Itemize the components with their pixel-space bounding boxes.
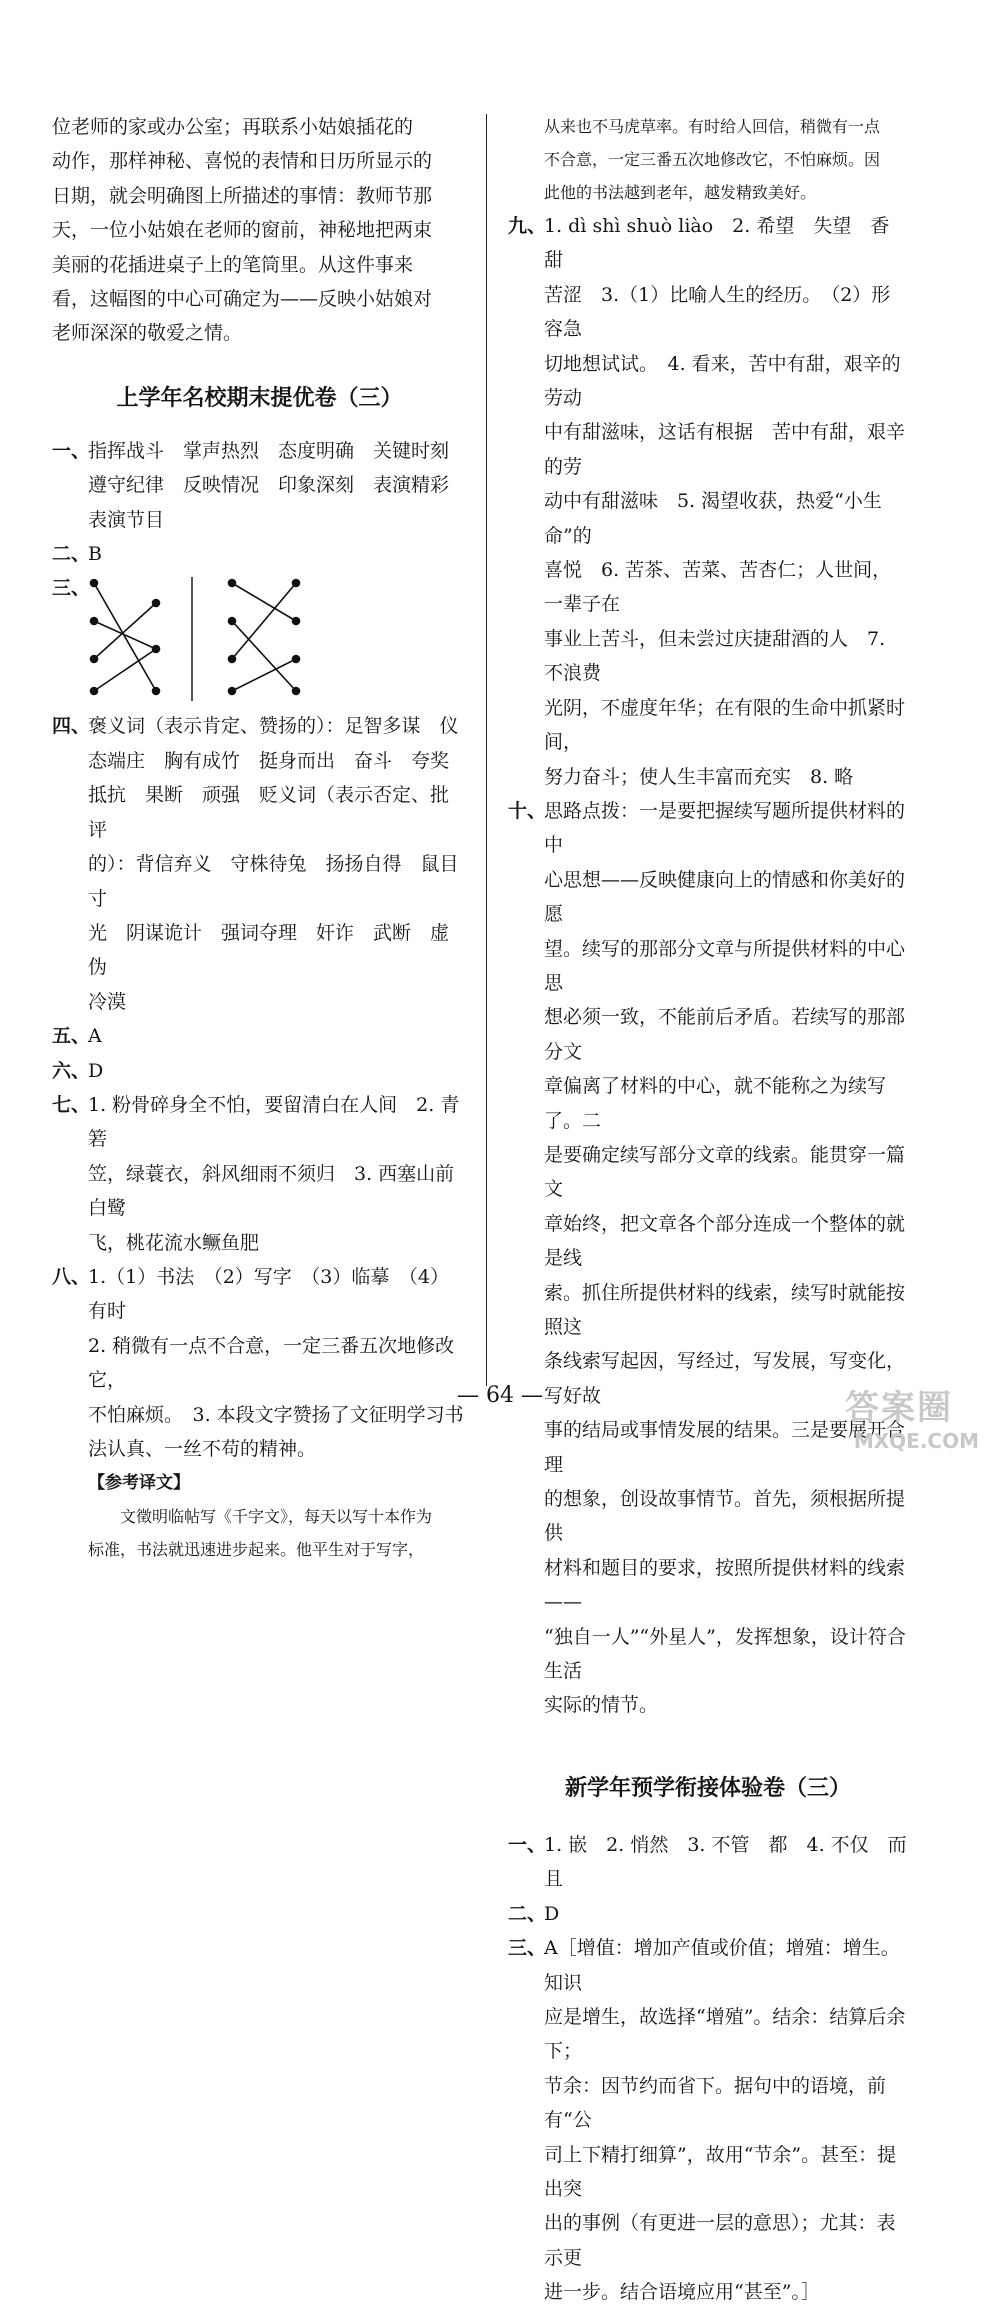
answer-1 xyxy=(52,434,467,537)
match-line xyxy=(232,659,296,691)
watermark-url: MXQE.COM xyxy=(853,1429,979,1453)
answer-label: 二、 xyxy=(508,1902,547,1925)
text-line: 条线索写起因，写经过，写发展，写变化，写好故 xyxy=(544,1350,906,1407)
text-line: 事的结局或事情发展的结果。三是要展开合理 xyxy=(544,1419,906,1476)
answer-2 xyxy=(52,537,467,571)
text-line: 节余：因节约而省下。据句中的语境，前有“公 xyxy=(544,2074,887,2132)
text-line: 章偏离了材料的中心，就不能称之为续写了。二 xyxy=(544,1075,887,1132)
text-line: 章始终，把文章各个部分连成一个整体的就是线 xyxy=(544,1212,906,1270)
text-line: 司上下精打细算”，故用“节余”。甚至：提出突 xyxy=(544,2143,897,2200)
answer-n2 xyxy=(508,1897,908,1931)
answer-4 xyxy=(52,709,467,1019)
match-dot xyxy=(229,688,236,695)
text-line: 进一步。结合语境应用“甚至”。］ xyxy=(544,2281,820,2304)
match-line xyxy=(94,603,156,659)
text-line: 出的事例（有更进一层的意思）；尤其：表示更 xyxy=(544,2212,896,2269)
text-line: 中有甜滋味，这话有根据 苦中有甜，艰辛的劳 xyxy=(544,421,906,478)
text-line: 从来也不马虎草率。有时给人回信，稍微有一点 xyxy=(544,117,881,136)
match-line xyxy=(232,621,296,691)
text-line: 飞，桃花流水鳜鱼肥 xyxy=(88,1231,260,1254)
text-line: 的想象，创设故事情节。首先，须根据所提供 xyxy=(544,1488,906,1545)
answer-label: 一、 xyxy=(52,439,91,462)
answer-n3 xyxy=(508,1931,908,2309)
watermark-text: 答案圈 xyxy=(845,1388,953,1428)
answer-label: 二、 xyxy=(52,543,91,566)
page-number: — 64 — xyxy=(457,1383,543,1408)
answer-label: 一、 xyxy=(508,1833,547,1856)
answer-5 xyxy=(52,1019,467,1053)
text-line: 想必须一致，不能前后矛盾。若续写的那部分文 xyxy=(544,1006,906,1063)
text-line: 材料和题目的要求，按照所提供材料的线索—— xyxy=(544,1556,906,1614)
text-line: 笠，绿蓑衣，斜风细雨不须归 3. 西塞山前白鹭 xyxy=(88,1162,455,1220)
text-line: 动中有甜滋味 5. 渴望收获，热爱“小生命”的 xyxy=(544,490,882,547)
match-line xyxy=(232,583,296,621)
text-line: 应是增生，故选择“增殖”。结余：结算后余下； xyxy=(544,2005,906,2063)
answer-6 xyxy=(52,1054,467,1088)
answer-8 xyxy=(52,1260,467,1466)
answer-text: A xyxy=(88,1025,102,1048)
text-line: 望。续写的那部分文章与所提供材料的中心思 xyxy=(544,937,906,994)
match-dot xyxy=(91,618,98,625)
text-line: 是要确定续写部分文章的线索。能贯穿一篇文 xyxy=(544,1143,906,1201)
answer-10 xyxy=(508,794,908,1723)
match-dot xyxy=(153,688,160,695)
answer-label: 四、 xyxy=(52,715,91,738)
text-line: 的）：背信弃义 守株待兔 扬扬自得 鼠目寸 xyxy=(88,853,459,910)
reference-translation-heading: 【参考译文】 xyxy=(88,1473,190,1494)
match-dot xyxy=(293,618,300,625)
text-line: 努力奋斗；使人生丰富而充实 8. 略 xyxy=(544,765,854,788)
text-line: 苦涩 3.（1）比喻人生的经历。 （2）形容急 xyxy=(544,283,891,341)
section-title-preview: 新学年预学衔接体验卷（三） xyxy=(564,1775,851,1801)
section-title-exam: 上学年名校期末提优卷（三） xyxy=(116,385,403,411)
answer-text: D xyxy=(544,1902,560,1925)
answer-label: 三、 xyxy=(52,577,91,600)
text-line: 光 阴谋诡计 强词夺理 奸诈 武断 虚伪 xyxy=(88,921,450,979)
match-dot xyxy=(229,618,236,625)
text-line: 冷漠 xyxy=(88,990,127,1013)
answer-text: B xyxy=(88,543,102,566)
match-line xyxy=(232,583,296,659)
text-line: 1.（1）书法 （2）写字 （3）临摹 （4）有时 xyxy=(88,1265,449,1323)
text-line: 动作，那样神秘、喜悦的表情和日历所显示的 xyxy=(52,150,433,173)
answer-text: D xyxy=(88,1059,104,1082)
match-dot xyxy=(229,580,236,587)
text-line: 心思想——反映健康向上的情感和你美好的愿 xyxy=(544,868,906,926)
text-line: 切地想试试。 4. 看来，苦中有甜，艰辛的劳动 xyxy=(544,352,901,410)
text-line: 美丽的花插进桌子上的笔筒里。从这件事来 xyxy=(52,253,414,276)
text-line: 索。抓住所提供材料的线索，续写时就能按照这 xyxy=(544,1281,906,1338)
match-dot xyxy=(153,646,160,653)
watermark-logo xyxy=(845,1380,985,1453)
text-line: 光阴，不虚度年华；在有限的生命中抓紧时间， xyxy=(544,696,906,754)
match-dot xyxy=(153,600,160,607)
text-line: 1. 粉骨碎身全不怕，要留清白在人间 2. 青箬 xyxy=(88,1093,460,1151)
text-line: 褒义词（表示肯定、赞扬的）：足智多谋 仪 xyxy=(88,715,459,738)
text-line: 不合意，一定三番五次地修改它，不怕麻烦。因 xyxy=(544,150,881,169)
answer-n1 xyxy=(508,1828,908,1897)
text-line: 标准，书法就迅速进步起来。他平生对于写字， xyxy=(88,1540,425,1560)
answer-7 xyxy=(52,1088,467,1260)
text-line: 天，一位小姑娘在老师的窗前，神秘地把两束 xyxy=(52,219,433,242)
match-dot xyxy=(91,580,98,587)
text-line: A［增值：增加产值或价值；增殖：增生。知识 xyxy=(544,1937,900,1994)
text-line: 态端庄 胸有成竹 挺身而出 奋斗 夸奖 xyxy=(88,749,450,772)
match-dot xyxy=(293,580,300,587)
right-column xyxy=(508,110,908,2310)
answer-9 xyxy=(508,209,908,794)
text-line: “独自一人”“外星人”，发挥想象，设计符合生活 xyxy=(544,1625,906,1683)
match-line xyxy=(94,621,156,649)
text-line: 1. dì shì shuò liào 2. 希望 失望 香甜 xyxy=(544,215,890,272)
answer-label: 八、 xyxy=(52,1265,91,1288)
answer-label: 六、 xyxy=(52,1059,91,1082)
text-line: 思路点拨：一是要把握续写题所提供材料的中 xyxy=(544,799,906,857)
match-dot xyxy=(293,656,300,663)
answer-text: 1. 嵌 2. 悄然 3. 不管 都 4. 不仅 而且 xyxy=(544,1833,907,1891)
match-dot xyxy=(293,688,300,695)
answer-3 xyxy=(52,571,467,709)
match-line xyxy=(94,583,156,691)
matching-diagram xyxy=(88,577,348,707)
answer-label: 七、 xyxy=(52,1093,91,1116)
answer-label: 五、 xyxy=(52,1025,91,1048)
text-line: 看，这幅图的中心可确定为——反映小姑娘对 xyxy=(52,288,433,311)
text-line: 文徵明临帖写《千字文》，每天以写十本作为 xyxy=(120,1507,433,1527)
text-line: 此他的书法越到老年，越发精致美好。 xyxy=(544,183,817,202)
left-column xyxy=(52,110,467,1566)
text-line: 喜悦 6. 苦茶、苦菜、苦杏仁；人世间，一辈子在 xyxy=(544,559,892,616)
text-line: 老师深深的敬爱之情。 xyxy=(52,322,243,345)
intro-paragraph xyxy=(52,110,467,351)
match-dot xyxy=(229,656,236,663)
text-line: 抵抗 果断 顽强 贬义词（表示否定、批评 xyxy=(88,784,450,841)
match-line xyxy=(94,649,156,691)
column-divider xyxy=(486,114,487,1386)
text-line: 事业上苦斗，但未尝过庆捷甜酒的人 7. 不浪费 xyxy=(544,627,886,685)
answer-label: 十、 xyxy=(508,799,547,822)
text-line: 不怕麻烦。 3. 本段文字赞扬了文征明学习书 xyxy=(88,1403,464,1426)
answer-label: 九、 xyxy=(508,215,547,237)
text-line: 遵守纪律 反映情况 印象深刻 表演精彩 xyxy=(88,474,450,497)
text-line: 日期，就会明确图上所描述的事情：教师节那 xyxy=(52,184,433,207)
answer-label: 三、 xyxy=(508,1937,547,1960)
match-dot xyxy=(91,656,98,663)
text-line: 位老师的家或办公室；再联系小姑娘插花的 xyxy=(52,116,414,138)
text-line: 实际的情节。 xyxy=(544,1694,659,1717)
text-line: 2. 稍微有一点不合意，一定三番五次地修改它， xyxy=(88,1334,455,1392)
text-line: 指挥战斗 掌声热烈 态度明确 关键时刻 xyxy=(88,439,450,462)
text-line: 法认真、一丝不苟的精神。 xyxy=(88,1438,317,1460)
match-dot xyxy=(91,688,98,695)
text-line: 表演节目 xyxy=(88,508,165,531)
